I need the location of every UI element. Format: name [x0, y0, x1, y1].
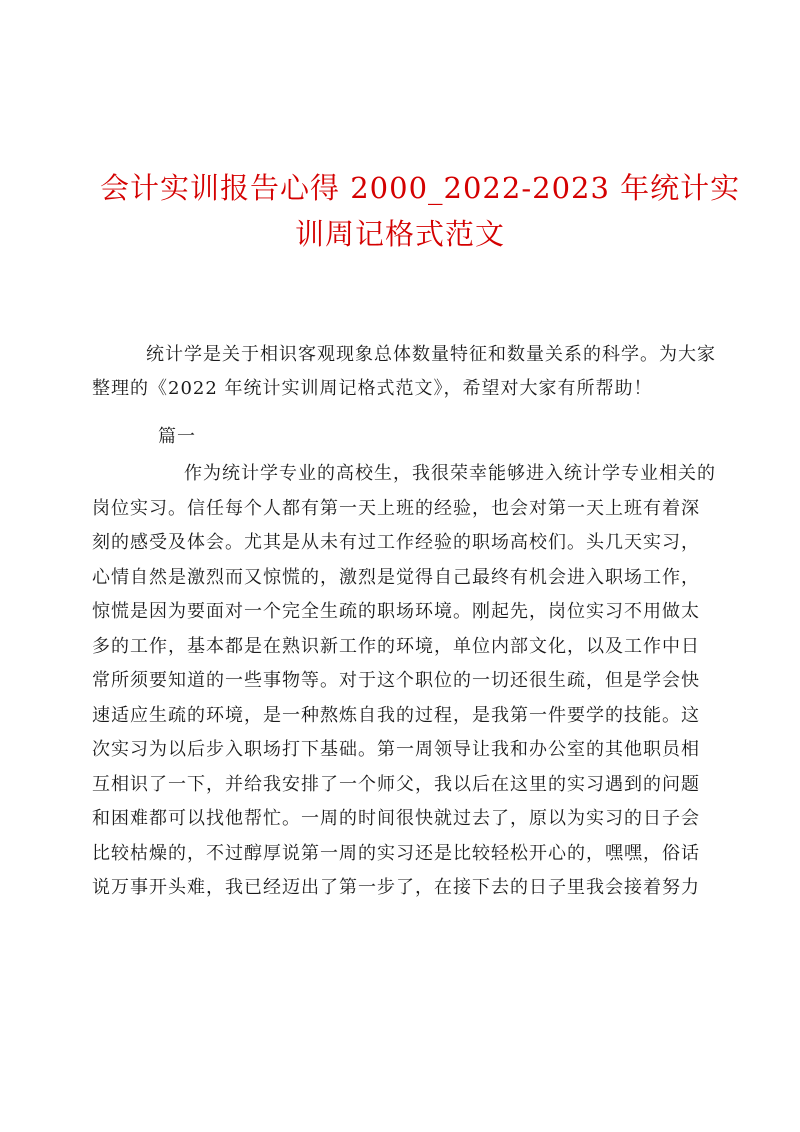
body-line: 惊慌是因为要面对一个完全生疏的职场环境。刚起先，岗位实习不用做太: [92, 601, 700, 622]
body-line: 次实习为以后步入职场打下基础。第一周领导让我和办公室的其他职员相: [92, 739, 700, 760]
intro-line: 整理的《2022 年统计实训周记格式范文》，希望对大家有所帮助！: [92, 378, 653, 399]
body-line: 刻的感受及体会。尤其是从未有过工作经验的职场高校们。头几天实习，: [92, 532, 700, 553]
intro-line: 统计学是关于相识客观现象总体数量特征和数量关系的科学。为大家: [146, 344, 716, 365]
body-line: 常所须要知道的一些事物等。对于这个职位的一切还很生疏，但是学会快: [92, 670, 700, 691]
body-line: 作为统计学专业的高校生，我很荣幸能够进入统计学专业相关的: [184, 463, 716, 484]
document-title: [100, 165, 741, 257]
body-line: 比较枯燥的，不过醇厚说第一周的实习还是比较轻松开心的，嘿嘿，俗话: [92, 842, 700, 864]
body-line: 速适应生疏的环境，是一种熬炼自我的过程，是我第一件要学的技能。这: [92, 704, 700, 726]
body-line: 互相识了一下，并给我安排了一个师父，我以后在这里的实习遇到的问题: [92, 773, 700, 795]
body-line: 心情自然是激烈而又惊慌的，激烈是觉得自己最终有机会进入职场工作，: [92, 566, 700, 588]
body-line: 说万事开头难，我已经迈出了第一步了，在接下去的日子里我会接着努力: [92, 877, 700, 898]
body-paragraph: [92, 457, 716, 906]
title-line: 训周记格式范文: [294, 217, 505, 251]
body-line: 岗位实习。信任每个人都有第一天上班的经验，也会对第一天上班有着深: [92, 497, 700, 519]
body-line: 和困难都可以找他帮忙。一周的时间很快就过去了，原以为实习的日子会: [92, 808, 700, 829]
body-line: 多的工作，基本都是在熟识新工作的环境，单位内部文化，以及工作中日: [92, 635, 700, 657]
section-label: 篇一: [158, 426, 196, 447]
title-line: 会计实训报告心得 2000_2022-2023 年统计实: [100, 171, 741, 205]
intro-paragraph: [92, 338, 716, 406]
